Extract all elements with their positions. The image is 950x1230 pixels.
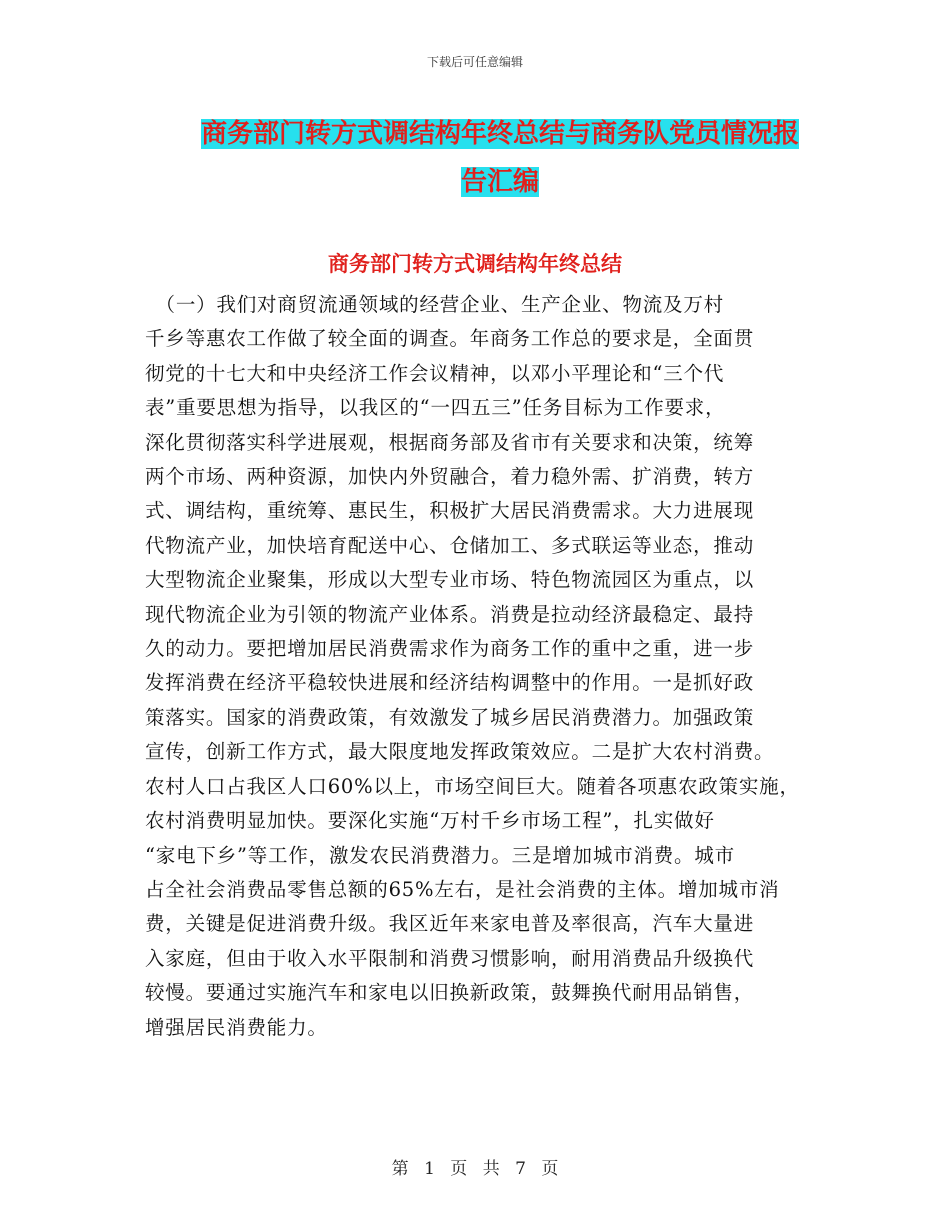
- paragraph-line: 较慢。要通过实施汽车和家电以旧换新政策，鼓舞换代耐用品销售，: [145, 981, 755, 1005]
- paragraph-line: 入家庭，但由于收入水平限制和消费习惯影响，耐用消费品升级换代: [145, 946, 755, 970]
- paragraph-line: “家电下乡”等工作，激发农民消费潜力。三是增加城市消费。城市: [145, 843, 735, 867]
- paragraph-line: 大型物流企业聚集，形成以大型专业市场、特色物流园区为重点，以: [145, 568, 755, 592]
- paragraph-line: （一）我们对商贸流通领域的经营企业、生产企业、物流及万村: [145, 293, 724, 316]
- paragraph-line: 深化贯彻落实科学进展观，根据商务部及省市有关要求和决策，统筹: [145, 430, 755, 454]
- document-title-line-1: 商务部门转方式调结构年终总结与商务队党员情况报: [200, 119, 799, 149]
- page-header-note: 下载后可任意编辑: [426, 55, 523, 69]
- paragraph-line: 千乡等惠农工作做了较全面的调查。年商务工作总的要求是，全面贯: [145, 327, 755, 351]
- paragraph-line: 两个市场、两种资源，加快内外贸融合，着力稳外需、扩消费，转方: [145, 465, 755, 489]
- paragraph-line: 农村消费明显加快。要深化实施“万村千乡市场工程”，扎实做好: [145, 809, 715, 833]
- paragraph-line: 现代物流企业为引领的物流产业体系。消费是拉动经济最稳定、最持: [145, 602, 755, 626]
- document-title-line-2: 告汇编: [460, 167, 539, 197]
- body-paragraph: [145, 288, 825, 1045]
- page-number-footer: 第 1 页 共 7 页: [391, 1159, 559, 1179]
- paragraph-line: 彻党的十七大和中央经济工作会议精神，以邓小平理论和“三个代: [145, 361, 725, 385]
- paragraph-line: 农村人口占我区人口60%以上，市场空间巨大。随着各项惠农政策实施，: [145, 774, 800, 798]
- paragraph-line: 占全社会消费品零售总额的65%左右，是社会消费的主体。增加城市消: [145, 877, 780, 901]
- paragraph-line: 代物流产业，加快培育配送中心、仓储加工、多式联运等业态，推动: [145, 533, 755, 557]
- paragraph-line: 式、调结构，重统筹、惠民生，积极扩大居民消费需求。大力进展现: [145, 499, 755, 523]
- paragraph-line: 久的动力。要把增加居民消费需求作为商务工作的重中之重，进一步: [145, 637, 755, 661]
- paragraph-line: 发挥消费在经济平稳较快进展和经济结构调整中的作用。一是抓好政: [145, 671, 755, 695]
- paragraph-line: 表”重要思想为指导，以我区的“一四五三”任务目标为工作要求，: [145, 396, 726, 420]
- paragraph-line: 策落实。国家的消费政策，有效激发了城乡居民消费潜力。加强政策: [145, 705, 755, 729]
- document-title: [180, 110, 820, 206]
- paragraph-line: 宣传，创新工作方式，最大限度地发挥政策效应。二是扩大农村消费。: [145, 740, 775, 764]
- paragraph-line: 增强居民消费能力。: [145, 1015, 328, 1039]
- paragraph-line: 费，关键是促进消费升级。我区近年来家电普及率很高，汽车大量进: [145, 912, 755, 936]
- section-title: 商务部门转方式调结构年终总结: [328, 252, 622, 276]
